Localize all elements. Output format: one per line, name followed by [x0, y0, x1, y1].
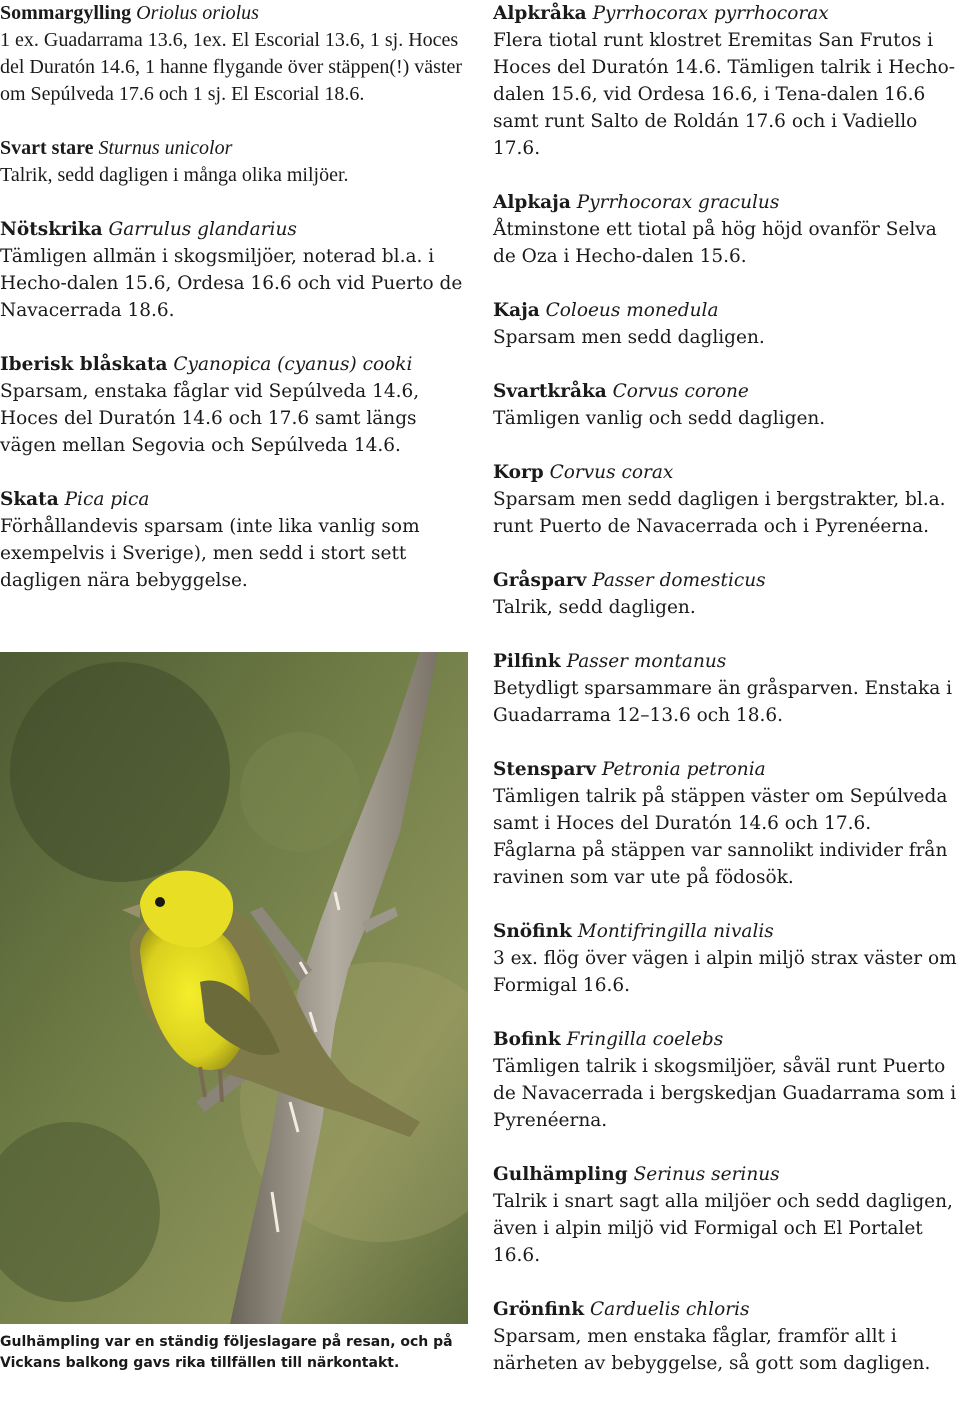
- species-description: Förhållandevis sparsam (inte lika vanlig som exempelvis i Sverige), men sedd i stort sett dagligen nära bebyggelse.: [0, 516, 420, 591]
- left-column: [0, 0, 470, 621]
- species-swedish-name: Svart stare: [0, 137, 94, 159]
- species-scientific-name: Corvus corax: [549, 462, 674, 483]
- species-description: Tämligen talrik i skogsmiljöer, såväl runt Puerto de Navacerrada i bergskedjan Guadarrama som i Pyrenéerna.: [493, 1056, 957, 1131]
- species-description: Talrik, sedd dagligen.: [493, 597, 696, 618]
- species-description: Tämligen talrik på stäppen väster om Sepúlveda samt i Hoces del Duratón 14.6 och 17.6. Fåglarna på stäppen var sannolikt individer från ravinen som var ute på födosök.: [493, 786, 948, 888]
- species-description: Talrik i snart sagt alla miljöer och sedd dagligen, även i alpin miljö vid Formigal och El Portalet 16.6.: [493, 1191, 953, 1266]
- species-entry: [493, 1026, 960, 1134]
- species-swedish-name: Iberisk blåskata: [0, 354, 168, 375]
- species-description: Betydligt sparsammare än gråsparven. Enstaka i Guadarrama 12–13.6 och 18.6.: [493, 678, 953, 726]
- species-entry: [493, 1296, 960, 1377]
- species-scientific-name: Corvus corone: [612, 381, 749, 402]
- species-description: Sparsam men sedd dagligen.: [493, 327, 765, 348]
- species-swedish-name: Korp: [493, 462, 544, 483]
- species-scientific-name: Carduelis chloris: [589, 1299, 750, 1320]
- species-scientific-name: Sturnus unicolor: [98, 137, 233, 159]
- species-scientific-name: Coloeus monedula: [545, 300, 719, 321]
- photo-caption: Gulhämpling var en ständig följeslagare på resan, och på Vickans balkong gavs rika tillfällen till närkontakt.: [0, 1334, 453, 1371]
- serin-on-branch-image: [0, 652, 468, 1324]
- species-scientific-name: Cyanopica (cyanus) cooki: [173, 354, 413, 375]
- species-entry: [0, 0, 470, 108]
- species-entry: [493, 459, 960, 540]
- species-swedish-name: Skata: [0, 489, 59, 510]
- species-scientific-name: Oriolus oriolus: [136, 2, 259, 24]
- species-description: 1 ex. Guadarrama 13.6, 1ex. El Escorial 13.6, 1 sj. Hoces del Duratón 14.6, 1 hanne flygande över stäppen(!) väster om Sepúlveda 17.6 och 1 sj. El Escorial 18.6.: [0, 29, 463, 105]
- species-swedish-name: Bofink: [493, 1029, 561, 1050]
- species-description: Sparsam, men enstaka fåglar, framför allt i närheten av bebyggelse, så gott som dagligen.: [493, 1326, 931, 1374]
- species-entry: [0, 135, 470, 189]
- species-scientific-name: Garrulus glandarius: [108, 219, 297, 240]
- species-entry: [493, 567, 960, 621]
- species-scientific-name: Serinus serinus: [633, 1164, 780, 1185]
- species-scientific-name: Pica pica: [64, 489, 150, 510]
- species-swedish-name: Sommargylling: [0, 2, 132, 24]
- species-scientific-name: Fringilla coelebs: [566, 1029, 724, 1050]
- species-swedish-name: Gråsparv: [493, 570, 587, 591]
- species-swedish-name: Snöfink: [493, 921, 572, 942]
- species-entry: [0, 351, 470, 459]
- species-entry: [0, 486, 470, 594]
- species-swedish-name: Alpkaja: [493, 192, 571, 213]
- bird-photo: [0, 652, 468, 1324]
- species-description: 3 ex. flög över vägen i alpin miljö strax väster om Formigal 16.6.: [493, 948, 957, 996]
- species-entry: [0, 216, 470, 324]
- species-description: Sparsam men sedd dagligen i bergstrakter, bl.a. runt Puerto de Navacerrada och i Pyrenéerna.: [493, 489, 946, 537]
- species-scientific-name: Pyrrhocorax graculus: [576, 192, 780, 213]
- species-entry: [493, 189, 960, 270]
- species-entry: [493, 378, 960, 432]
- species-swedish-name: Stensparv: [493, 759, 596, 780]
- species-entry: [493, 648, 960, 729]
- species-entry: [493, 0, 960, 162]
- species-swedish-name: Nötskrika: [0, 219, 103, 240]
- species-description: Tämligen allmän i skogsmiljöer, noterad bl.a. i Hecho-dalen 15.6, Ordesa 16.6 och vid Puerto de Navacerrada 18.6.: [0, 246, 463, 321]
- species-scientific-name: Pyrrhocorax pyrrhocorax: [592, 3, 829, 24]
- species-scientific-name: Passer domesticus: [592, 570, 766, 591]
- species-swedish-name: Alpkråka: [493, 3, 587, 24]
- right-column: [493, 0, 960, 1404]
- species-scientific-name: Petronia petronia: [601, 759, 766, 780]
- species-description: Åtminstone ett tiotal på hög höjd ovanför Selva de Oza i Hecho-dalen 15.6.: [493, 219, 937, 267]
- species-scientific-name: Passer montanus: [566, 651, 727, 672]
- species-entry: [493, 297, 960, 351]
- species-description: Sparsam, enstaka fåglar vid Sepúlveda 14.6, Hoces del Duratón 14.6 och 17.6 samt längs vägen mellan Segovia och Sepúlveda 14.6.: [0, 381, 420, 456]
- species-swedish-name: Pilfink: [493, 651, 561, 672]
- species-description: Tämligen vanlig och sedd dagligen.: [493, 408, 826, 429]
- species-description: Flera tiotal runt klostret Eremitas San Frutos i Hoces del Duratón 14.6. Tämligen talrik i Hecho-dalen 15.6, vid Ordesa 16.6, i Tena-dalen 16.6 samt runt Salto de Roldán 17.6 och i Vadiello 17.6.: [493, 30, 956, 159]
- species-swedish-name: Grönfink: [493, 1299, 585, 1320]
- species-entry: [493, 918, 960, 999]
- species-entry: [493, 756, 960, 891]
- species-description: Talrik, sedd dagligen i många olika miljöer.: [0, 164, 349, 186]
- species-swedish-name: Svartkråka: [493, 381, 607, 402]
- species-entry: [493, 1161, 960, 1269]
- species-scientific-name: Montifringilla nivalis: [577, 921, 774, 942]
- species-swedish-name: Gulhämpling: [493, 1164, 628, 1185]
- species-swedish-name: Kaja: [493, 300, 540, 321]
